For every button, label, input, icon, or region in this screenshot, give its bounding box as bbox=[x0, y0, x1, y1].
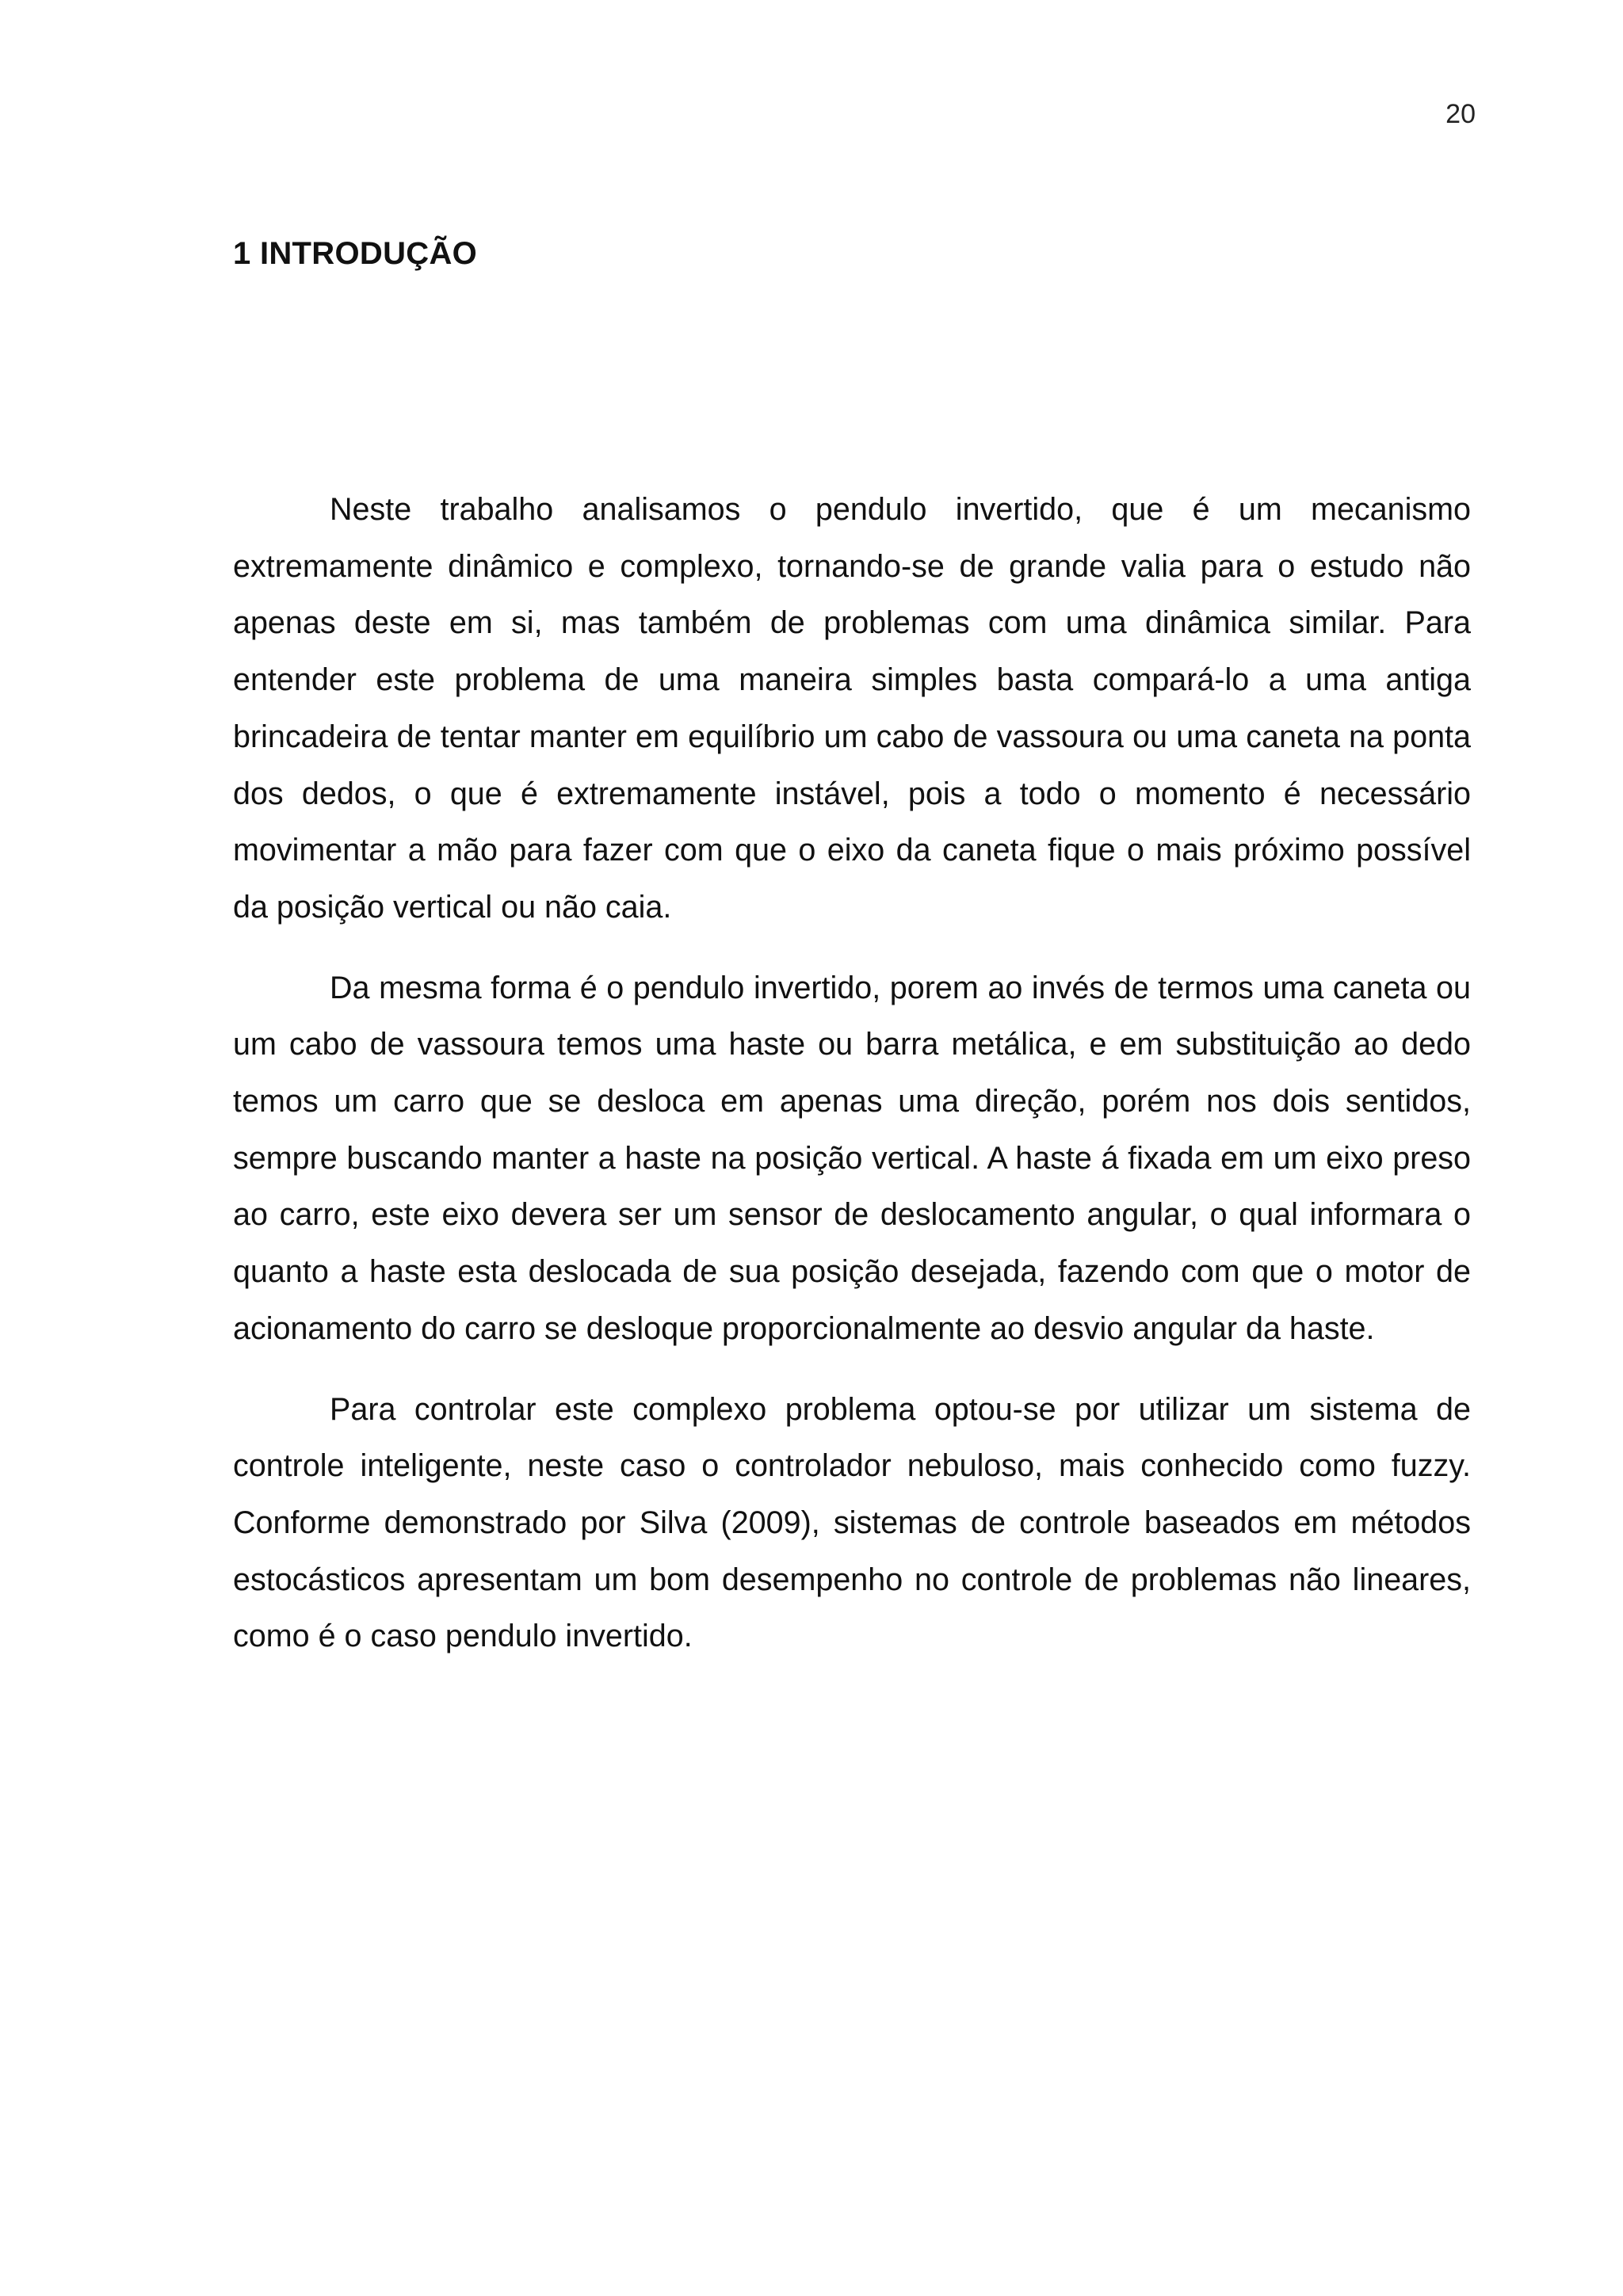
paragraph-1: Neste trabalho analisamos o pendulo invertido, que é um mecanismo extremamente dinâmico e complexo, tornando-se de grande valia para o estudo não apenas deste em si, mas também de problemas com uma dinâmica similar. Para entender este problema de uma maneira simples basta compará-lo a uma antiga brincadeira de tentar manter em equilíbrio um cabo de vassoura ou uma caneta na ponta dos dedos, o que é extremamente instável, pois a todo o momento é necessário movimentar a mão para fazer com que o eixo da caneta fique o mais próximo possível da posição vertical ou não caia. bbox=[233, 492, 1471, 925]
paragraph-2: Da mesma forma é o pendulo invertido, porem ao invés de termos uma caneta ou um cabo de vassoura temos uma haste ou barra metálica, e em substituição ao dedo temos um carro que se desloca em apenas uma direção, porém nos dois sentidos, sempre buscando manter a haste na posição vertical. A haste á fixada em um eixo preso ao carro, este eixo devera ser um sensor de deslocamento angular, o qual informara o quanto a haste esta deslocada de sua posição desejada, fazendo com que o motor de acionamento do carro se desloque proporcionalmente ao desvio angular da haste. bbox=[233, 970, 1471, 1346]
paragraph-3: Para controlar este complexo problema optou-se por utilizar um sistema de controle inteligente, neste caso o controlador nebuloso, mais conhecido como fuzzy. Conforme demonstrado por Silva (2009), sistemas de controle baseados em métodos estocásticos apresentam um bom desempenho no controle de problemas não lineares, como é o caso pendulo invertido. bbox=[233, 1391, 1471, 1654]
body-text bbox=[233, 482, 1471, 1689]
page-number: 20 bbox=[1445, 99, 1476, 129]
chapter-title: 1 INTRODUÇÃO bbox=[233, 236, 478, 271]
